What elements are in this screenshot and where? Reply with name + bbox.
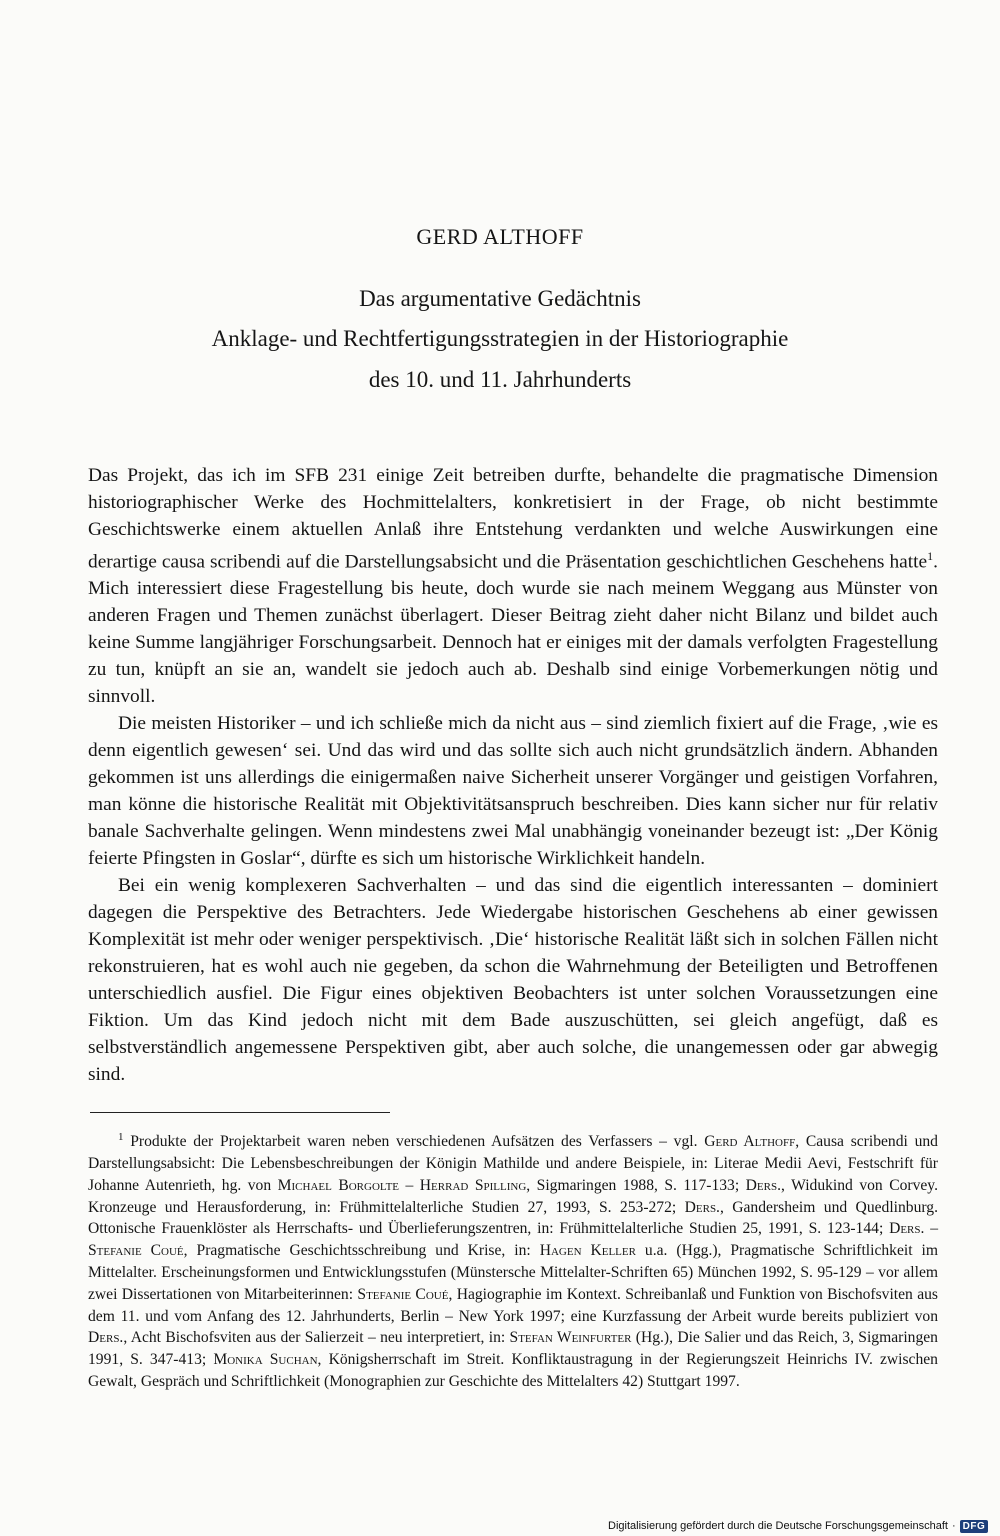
author-name: GERD ALTHOFF [416, 224, 584, 249]
article-subtitle-line1: Anklage- und Rechtfertigungsstrategien in der Historiographie [211, 326, 789, 351]
footnote-ref[interactable]: 1 [927, 549, 934, 563]
credit-text: Digitalisierung gefördert durch die Deutsche Forschungsgemeinschaft [608, 1520, 948, 1532]
paragraph: Bei ein wenig komplexeren Sachverhalten – und das sind die eigentlich interessanten – dominiert dagegen die Perspektive des Betrachters. Jede Wiedergabe historischen Geschehens ab einer gewissen Komplexität ist mehr oder weniger perspektivisch. ‚Die‘ historische Realität läßt sich in solchen Fällen nicht rekonstruieren, hat es wohl auch nie gegeben, da schon die Wahrnehmung der Beteiligten und Betroffenen unterschiedlich ausfiel. Die Figur eines objektiven Beobachters ist unter solchen Voraussetzungen eine Fiktion. Um das Kind jedoch nicht mit dem Bade auszuschütten, sei gleich angefügt, daß es selbstverständlich angemessene Perspektiven gibt, aber auch solche, die unangemessen oder gar abwegig sind. [88, 875, 938, 1086]
body-text [88, 462, 938, 1088]
footnote-divider [90, 1112, 390, 1113]
digitization-credit: Digitalisierung gefördert durch die Deutsche Forschungsgemeinschaft · DFG [608, 1518, 998, 1534]
paragraph: Das Projekt, das ich im SFB 231 einige Zeit betreiben durfte, behandelte die pragmatische Dimension historiographischer Werke des Hochmittelalters, konkretisiert in der Frage, ob nicht bestimmte Geschichtswerke einem aktuellen Anlaß ihre Entstehung verdankten und welche Auswirkungen eine derartige causa scribendi auf die Darstellungsabsicht und die Präsentation geschichtlichen Geschehens hatte$^1$. Mich interessiert diese Fragestellung bis heute, doch wurde sie nach meinem Weggang aus Münster von anderen Fragen und Themen zunächst überlagert. Dieser Beitrag zieht daher nicht Bilanz und bildet auch keine Summe langjähriger Forschungsarbeit. Dennoch hat er einiges mit der damals verfolgten Fragestellung zu tun, knüpft an sie an, wandelt sie jedoch auch ab. Deshalb sind einige Vorbemerkungen nötig und sinnvoll. [88, 465, 938, 708]
article-title: Das argumentative Gedächtnis [359, 286, 641, 311]
footnote: $^1$ Produkte der Projektarbeit waren neben verschiedenen Aufsätzen des Verfassers – vgl. Gerd Althoff, Causa scribendi und Darstellungsabsicht: Die Lebensbeschreibungen der Königin Mathilde und andere Beispiele, in: Literae Medii Aevi, Festschrift für Johanne Autenrieth, hg. von Michael Borgolte – Herrad Spilling, Sigmaringen 1988, S. 117-133; Ders., Widukind von Corvey. Kronzeuge und Herausforderung, in: Frühmittelalterliche Studien 27, 1993, S. 253-272; Ders., Gandersheim und Quedlinburg. Ottonische Frauenklöster als Herrschafts- und Überlieferungszentren, in: Frühmittelalterliche Studien 25, 1991, S. 123-144; Ders. – Stefanie Coué, Pragmatische Geschichtsschreibung und Krise, in: Hagen Keller u.a. (Hgg.), Pragmatische Schriftlichkeit im Mittelalter. Erscheinungsformen und Entwicklungsstufen (Münstersche Mittelalter-Schriften 65) München 1992, S. 95-129 – vor allem zwei Dissertationen von Mitarbeiterinnen: Stefanie Coué, Hagiographie im Kontext. Schreibanlaß und Funktion von Bischofsviten aus dem 11. und vom Anfang des 12. Jahrhunderts, Berlin – New York 1997; eine Kurzfassung der Arbeit wurde bereits publiziert von Ders., Acht Bischofsviten aus der Salierzeit – neu interpretiert, in: Stefan Weinfurter (Hg.), Die Salier und das Reich, 3, Sigmaringen 1991, S. 347-413; Monika Suchan, Königsherrschaft im Streit. Konfliktaustragung in der Regierungszeit Heinrichs IV. zwischen Gewalt, Gespräch und Schriftlichkeit (Monographien zur Geschichte des Mittelalters 42) Stuttgart 1997. [88, 1131, 938, 1390]
dfg-logo: DFG [960, 1520, 989, 1533]
article-subtitle-line2: des 10. und 11. Jahrhunderts [368, 367, 632, 392]
footnote-number: 1 [118, 1131, 124, 1143]
paragraph: Die meisten Historiker – und ich schließe mich da nicht aus – sind ziemlich fixiert auf die Frage, ‚wie es denn eigentlich gewesen‘ sei. Und das wird und das sollte sich auch nicht grundsätzlich ändern. Abhanden gekommen ist uns allerdings die einigermaßen naive Sicherheit unserer Vorgänger und geistigen Vorfahren, man könne die historische Realität mit Objektivitätsanspruch beschreiben. Dies kann sicher nur für relativ banale Sachverhalte gelingen. Wenn mindestens zwei Mal unabhängig voneinander bezeugt ist: „Der König feierte Pfingsten in Goslar“, dürfte es sich um historische Wirklichkeit handeln. [88, 713, 938, 870]
